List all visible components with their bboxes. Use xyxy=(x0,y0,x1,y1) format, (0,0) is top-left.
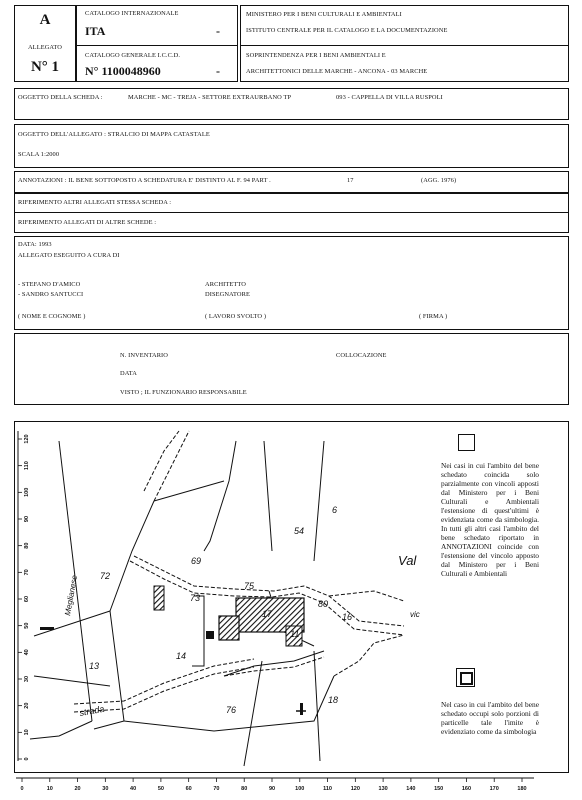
horizontal-ruler-label: 140 xyxy=(406,786,416,792)
road-label-strada: strada xyxy=(78,703,105,718)
allegato-number: N° 1 xyxy=(30,59,60,75)
vertical-ruler-label: 60 xyxy=(24,595,30,603)
parcel-73: 73 xyxy=(190,593,201,603)
ministry-divider xyxy=(240,45,569,46)
parcel-14: 14 xyxy=(176,651,187,661)
parcel-6: 6 xyxy=(332,505,338,515)
horizontal-ruler-label: 160 xyxy=(461,786,472,792)
oggetto-scheda-box xyxy=(14,88,569,120)
person-2-name: - SANDRO SANTUCCI xyxy=(18,291,84,298)
parcel-72: 72 xyxy=(100,571,111,581)
person-2-role: DISEGNATORE xyxy=(205,291,251,298)
parcel-13: 13 xyxy=(89,661,100,671)
person-1-name: - STEFANO D'AMICO xyxy=(18,281,81,288)
col-lavoro-svolto: ( LAVORO SVOLTO ) xyxy=(205,313,267,320)
horizontal-ruler-label: 110 xyxy=(323,786,332,792)
road-label-meglianese: Meglianese xyxy=(63,574,80,617)
horizontal-ruler-label: 40 xyxy=(130,786,137,792)
catalogo-generale-dash: - xyxy=(216,64,220,78)
inventario-box xyxy=(14,333,569,405)
vertical-ruler-label: 120 xyxy=(24,434,30,444)
horizontal-ruler-label: 90 xyxy=(268,786,276,792)
parcel-76: 76 xyxy=(226,705,237,715)
catalog-divider xyxy=(76,45,238,46)
ministry-line-3: SOPRINTENDENZA PER I BENI AMBIENTALI E xyxy=(246,52,386,59)
parcel-18: 18 xyxy=(328,695,339,705)
vertical-ruler-label: 110 xyxy=(24,461,30,471)
vertical-ruler-label: 0 xyxy=(24,757,30,761)
ministry-line-2: ISTITUTO CENTRALE PER IL CATALOGO E LA DOCUMENTAZIONE xyxy=(246,27,448,34)
annotazioni-label: ANNOTAZIONI : IL BENE SOTTOPOSTO A SCHEDATURA E' DISTINTO AL F. 94 PART . xyxy=(18,177,271,184)
horizontal-ruler xyxy=(14,776,554,798)
horizontal-ruler-label: 180 xyxy=(517,786,527,792)
allegato-label: ALLEGATO xyxy=(27,44,63,51)
parcel-75: 75 xyxy=(244,581,255,591)
horizontal-ruler-label: 120 xyxy=(350,786,360,792)
n-inventario-label: N. INVENTARIO xyxy=(120,352,168,359)
person-1-role: ARCHITETTO xyxy=(205,281,246,288)
toponym-vic: vic xyxy=(410,610,420,619)
riferimenti-divider xyxy=(14,212,569,213)
parcel-16: 16 xyxy=(342,612,353,622)
horizontal-ruler-label: 100 xyxy=(295,786,305,792)
catalogo-generale-value: N° 1100048960 xyxy=(85,64,161,78)
toponym-val: Val xyxy=(398,553,417,568)
eseguito-a-cura-di: ALLEGATO ESEGUITO A CURA DI xyxy=(18,252,120,259)
riferimento-stessa-scheda: RIFERIMENTO ALTRI ALLEGATI STESSA SCHEDA : xyxy=(18,199,172,206)
legend-symbol-vincolo xyxy=(458,434,475,451)
ministry-line-1: MINISTERO PER I BENI CULTURALI E AMBIENTALI xyxy=(246,11,402,18)
horizontal-ruler-label: 0 xyxy=(20,786,24,792)
catalogo-internazionale-label: CATALOGO INTERNAZIONALE xyxy=(85,10,179,17)
esecuzione-box xyxy=(14,236,569,330)
horizontal-ruler-label: 130 xyxy=(378,786,388,792)
vertical-ruler-label: 30 xyxy=(24,675,30,683)
vertical-ruler-label: 90 xyxy=(24,515,30,523)
horizontal-ruler-label: 50 xyxy=(157,786,164,792)
catalogo-internazionale-dash: - xyxy=(216,24,220,38)
oggetto-allegato-label: OGGETTO DELL'ALLEGATO : STRALCIO DI MAPPA CATASTALE xyxy=(18,131,210,138)
parcel-54: 54 xyxy=(294,526,305,536)
col-firma: ( FIRMA ) xyxy=(419,313,448,320)
horizontal-ruler-label: 10 xyxy=(46,786,53,792)
vertical-ruler-label: 70 xyxy=(24,569,30,576)
catalogo-generale-label: CATALOGO GENERALE I.C.C.D. xyxy=(85,52,181,59)
horizontal-ruler-label: 150 xyxy=(434,786,444,792)
legend-symbol-porzioni xyxy=(456,668,475,687)
riferimento-altre-schede: RIFERIMENTO ALLEGATI DI ALTRE SCHEDE : xyxy=(18,219,157,226)
catalogo-internazionale-value: ITA xyxy=(85,24,106,38)
esecuzione-data: DATA: 1993 xyxy=(18,241,52,248)
horizontal-ruler-label: 30 xyxy=(102,786,109,792)
vertical-ruler-ticks xyxy=(18,434,30,760)
annotazioni-agg: (AGG. 1976) xyxy=(421,177,457,184)
parcel-69: 69 xyxy=(191,556,202,566)
vertical-ruler-label: 80 xyxy=(24,542,30,549)
vertical-ruler-label: 50 xyxy=(24,622,30,629)
visto-funzionario: VISTO ; IL FUNZIONARIO RESPONSABILE xyxy=(120,389,247,396)
horizontal-ruler-label: 80 xyxy=(241,786,248,792)
scala-value: SCALA 1:2000 xyxy=(18,151,60,158)
annotazioni-part: 17 xyxy=(347,177,354,184)
horizontal-ruler-label: 60 xyxy=(185,786,192,792)
collocazione-label: COLLOCAZIONE xyxy=(336,352,387,359)
vertical-ruler-label: 20 xyxy=(24,702,30,709)
horizontal-ruler-label: 70 xyxy=(213,786,220,792)
parcel-80: 80 xyxy=(318,599,329,609)
ministry-line-4: ARCHITETTONICI DELLE MARCHE - ANCONA - 03 MARCHE xyxy=(246,68,428,75)
parcel-11: 11 xyxy=(290,629,300,639)
inventario-data-label: DATA xyxy=(120,370,137,377)
vertical-ruler-label: 10 xyxy=(24,729,30,736)
horizontal-ruler-label: 20 xyxy=(74,786,81,792)
cadastral-map xyxy=(14,421,434,773)
legend-note-vincolo: Nei casi in cui l'ambito del bene schedato coincida solo parzialmente con vincoli apposti dal Ministero per i Beni Culturali e Ambientali l'estensione di quest'ultimi è evidenziata come da simbologia. In tutti gli altri casi l'ambito del bene schedato riportato in ANNOTAZIONI coincide con l'estensione del vincolo apposto dal Ministero per i Beni Culturali e Ambientali xyxy=(441,461,539,579)
horizontal-ruler-label: 170 xyxy=(489,786,499,792)
oggetto-scheda-code: 093 - CAPPELLA DI VILLA RUSPOLI xyxy=(336,94,443,101)
oggetto-scheda-value: MARCHE - MC - TREJA - SETTORE EXTRAURBANO TP xyxy=(128,94,292,101)
vertical-ruler-label: 100 xyxy=(24,487,30,497)
vertical-ruler-label: 40 xyxy=(24,649,30,656)
parcel-17: 17 xyxy=(262,609,273,619)
legend-note-porzioni: Nel caso in cui l'ambito del bene schedato occupi solo porzioni di particelle tale l'imite è evidenziato come da simbologia xyxy=(441,700,539,737)
scheda-letter: A xyxy=(39,12,51,28)
oggetto-scheda-label: OGGETTO DELLA SCHEDA : xyxy=(18,94,103,101)
col-nome-cognome: ( NOME E COGNOME ) xyxy=(18,313,86,320)
